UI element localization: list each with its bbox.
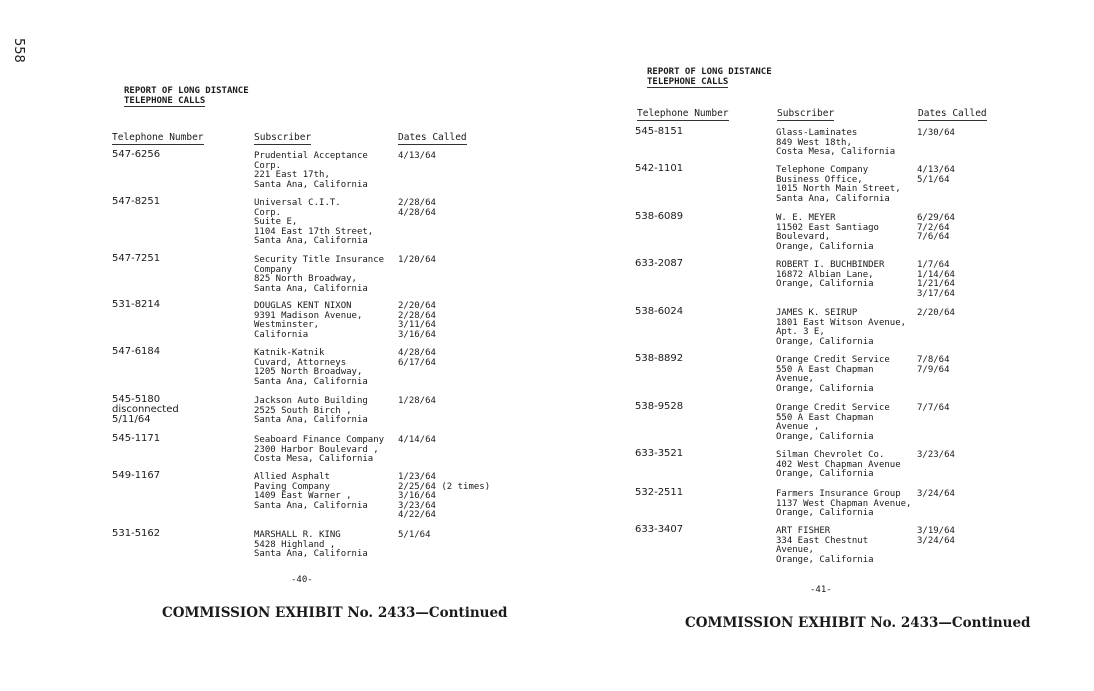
dates-called: 1/7/64 1/14/64 1/21/64 3/17/64	[917, 260, 955, 299]
left-folio: -40-	[291, 575, 313, 585]
right-report-title	[647, 67, 772, 87]
dates-called: 5/1/64	[398, 530, 431, 540]
subscriber: MARSHALL R. KING 5428 Highland , Santa Ana, California	[254, 530, 368, 559]
dates-called: 4/13/64	[398, 151, 436, 161]
subscriber: Jackson Auto Building 2525 South Birch , Santa Ana, California	[254, 396, 368, 425]
subscriber: JAMES K. SEIRUP 1801 East Witson Avenue, Apt. 3 E, Orange, California	[776, 308, 907, 347]
header-subscriber: Subscriber	[254, 132, 312, 143]
dates-called: 6/29/64 7/2/64 7/6/64	[917, 213, 955, 242]
telephone-number: 549-1167	[112, 470, 161, 481]
telephone-number: 538-9528	[635, 401, 684, 412]
dates-called: 1/20/64	[398, 255, 436, 265]
subscriber: Telephone Company Business Office, 1015 North Main Street, Santa Ana, California	[776, 165, 901, 204]
right-exhibit-caption: COMMISSION EXHIBIT No. 2433—Continued	[685, 615, 1031, 631]
header-telephone-number: Telephone Number	[637, 108, 729, 119]
subscriber: Allied Asphalt Paving Company 1409 East Warner , Santa Ana, California	[254, 472, 368, 511]
right-folio: -41-	[810, 585, 832, 595]
dates-called: 4/14/64	[398, 435, 436, 445]
telephone-number: 547-6256	[112, 149, 161, 160]
telephone-number: 633-3521	[635, 448, 684, 459]
telephone-number: 531-5162	[112, 528, 161, 539]
subscriber: ROBERT I. BUCHBINDER 16872 Albian Lane, Orange, California	[776, 260, 885, 289]
subscriber: Silman Chevrolet Co. 402 West Chapman Avenue Orange, California	[776, 450, 901, 479]
telephone-number: 545-1171	[112, 433, 161, 444]
header-dates-called: Dates Called	[918, 108, 987, 119]
telephone-number: 542-1101	[635, 163, 684, 174]
header-telephone-number: Telephone Number	[112, 132, 204, 143]
dates-called: 4/28/64 6/17/64	[398, 348, 436, 368]
left-report-title	[124, 86, 249, 106]
header-dates-called: Dates Called	[398, 132, 467, 143]
report-title-line2: TELEPHONE CALLS	[124, 96, 206, 106]
telephone-number: 547-7251	[112, 253, 161, 264]
subscriber: W. E. MEYER 11502 East Santiago Boulevard, Orange, California	[776, 213, 879, 252]
telephone-number: 538-6024	[635, 306, 684, 317]
telephone-number: 545-8151	[635, 126, 684, 137]
dates-called: 7/8/64 7/9/64	[917, 355, 950, 375]
dates-called: 4/13/64 5/1/64	[917, 165, 955, 185]
subscriber: Prudential Acceptance Corp. 221 East 17th, Santa Ana, California	[254, 151, 368, 190]
telephone-number: 532-2511	[635, 487, 684, 498]
dates-called: 2/28/64 4/28/64	[398, 198, 436, 218]
dates-called: 1/23/64 2/25/64 (2 times) 3/16/64 3/23/64 4/22/64	[398, 472, 491, 520]
header-subscriber: Subscriber	[777, 108, 835, 119]
dates-called: 2/20/64 2/28/64 3/11/64 3/16/64	[398, 301, 436, 340]
dates-called: 3/24/64	[917, 489, 955, 499]
dates-called: 1/28/64	[398, 396, 436, 406]
telephone-number: 547-6184	[112, 346, 161, 357]
telephone-number: 545-5180 disconnected 5/11/64	[112, 394, 179, 425]
telephone-number: 547-8251	[112, 196, 161, 207]
report-title-line1: REPORT OF LONG DISTANCE	[124, 86, 249, 96]
dates-called: 3/19/64 3/24/64	[917, 526, 955, 546]
subscriber: Universal C.I.T. Corp. Suite E, 1104 East 17th Street, Santa Ana, California	[254, 198, 374, 246]
subscriber: Seaboard Finance Company 2300 Harbor Boulevard , Costa Mesa, California	[254, 435, 385, 464]
subscriber: Security Title Insurance Company 825 North Broadway, Santa Ana, California	[254, 255, 385, 294]
left-exhibit-caption: COMMISSION EXHIBIT No. 2433—Continued	[162, 605, 508, 621]
telephone-number: 633-2087	[635, 258, 684, 269]
page-number: 558	[11, 38, 26, 63]
dates-called: 2/20/64	[917, 308, 955, 318]
dates-called: 3/23/64	[917, 450, 955, 460]
subscriber: Orange Credit Service 550 A East Chapman Avenue , Orange, California	[776, 403, 890, 442]
dates-called: 1/30/64	[917, 128, 955, 138]
subscriber: ART FISHER 334 East Chestnut Avenue, Orange, California	[776, 526, 874, 565]
report-title-line1: REPORT OF LONG DISTANCE	[647, 67, 772, 77]
telephone-number: 538-6089	[635, 211, 684, 222]
subscriber: Farmers Insurance Group 1137 West Chapman Avenue, Orange, California	[776, 489, 912, 518]
subscriber: DOUGLAS KENT NIXON 9391 Madison Avenue, Westminster, California	[254, 301, 363, 340]
subscriber: Orange Credit Service 550 A East Chapman Avenue, Orange, California	[776, 355, 890, 394]
report-title-line2: TELEPHONE CALLS	[647, 77, 729, 87]
telephone-number: 633-3407	[635, 524, 684, 535]
dates-called: 7/7/64	[917, 403, 950, 413]
telephone-number: 531-8214	[112, 299, 161, 310]
subscriber: Katnik-Katnik Cuvard, Attorneys 1205 North Broadway, Santa Ana, California	[254, 348, 368, 387]
subscriber: Glass-Laminates 849 West 18th, Costa Mesa, California	[776, 128, 896, 157]
telephone-number: 538-8892	[635, 353, 684, 364]
